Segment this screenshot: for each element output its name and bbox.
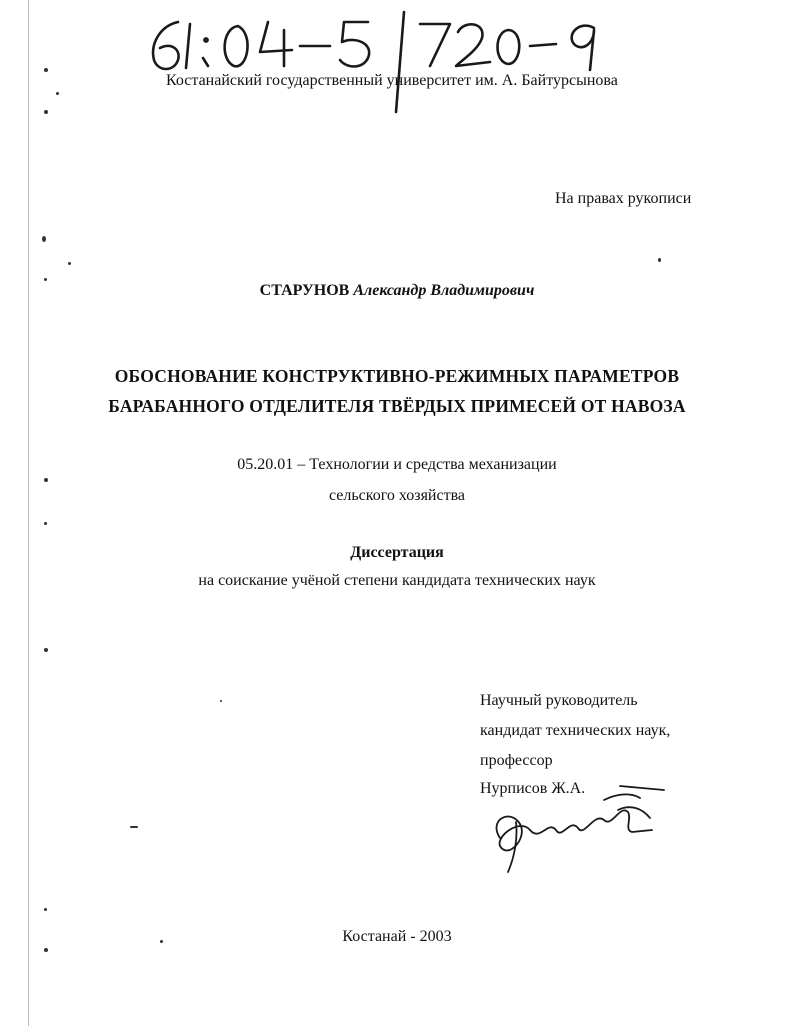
scan-speck	[44, 908, 47, 911]
university-name: Костанайский государственный университет им. А. Байтурсынова	[166, 72, 618, 89]
scan-speck	[44, 478, 48, 482]
dissertation-purpose: на соискание учёной степени кандидата технических наук	[198, 572, 596, 589]
specialty-code-line-1: 05.20.01 – Технологии и средства механизации	[237, 456, 557, 473]
scan-speck	[44, 522, 47, 525]
supervisor-rank: профессор	[480, 752, 553, 769]
scan-speck	[56, 92, 59, 95]
dissertation-title-line-2: БАРАБАННОГО ОТДЕЛИТЕЛЯ ТВЁРДЫХ ПРИМЕСЕЙ ОТ НАВОЗА	[108, 396, 686, 416]
manuscript-rights: На правах рукописи	[555, 190, 692, 207]
scan-speck	[44, 68, 48, 72]
supervisor-role: Научный руководитель	[480, 692, 638, 709]
scan-speck	[42, 236, 46, 242]
supervisor-name: Нурписов Ж.А.	[480, 780, 586, 797]
scan-edge-line	[28, 0, 29, 1026]
place-and-year: Костанай - 2003	[342, 928, 452, 945]
specialty-code-line-2: сельского хозяйства	[328, 487, 466, 504]
dissertation-heading: Диссертация	[350, 544, 444, 561]
author-name	[0, 282, 794, 300]
scan-speck	[658, 258, 661, 262]
author-surname: СТАРУНОВ	[259, 282, 350, 299]
scan-speck	[68, 262, 71, 265]
scan-speck	[220, 700, 222, 702]
supervisor-signature	[497, 786, 664, 872]
scan-speck	[44, 948, 48, 952]
scan-speck	[44, 110, 48, 114]
dissertation-title-line-1: ОБОСНОВАНИЕ КОНСТРУКТИВНО-РЕЖИМНЫХ ПАРАМЕТРОВ	[114, 366, 680, 386]
scan-speck	[44, 278, 47, 281]
scan-speck	[130, 826, 138, 828]
supervisor-degree: кандидат технических наук,	[480, 722, 671, 739]
scan-speck	[44, 648, 48, 652]
author-given-names: Александр Владимирович	[353, 282, 535, 299]
